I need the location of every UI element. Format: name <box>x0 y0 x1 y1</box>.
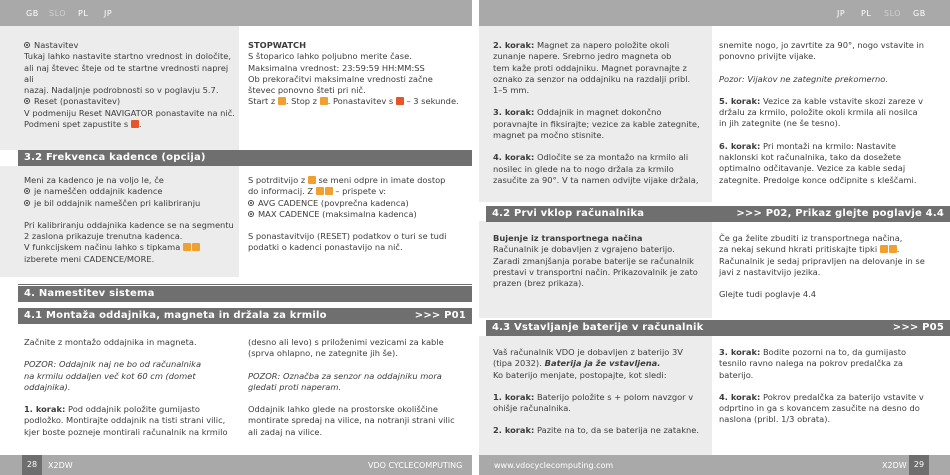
stopwatch-title: STOPWATCH <box>248 40 307 50</box>
cadence-text: do informacij. Z <box>248 186 314 197</box>
mount-line: (sprva ohlapno, ne zategnite jih še). <box>248 348 398 359</box>
cadence-line: podatki o kadenci ponastavijo na nič. <box>248 242 403 253</box>
figure-reference: >>> P02, Prikaz glejte poglavje 4.4 <box>736 208 944 219</box>
cadence-line: 2 zaslona prikazuje trenutna kadenca. <box>24 231 183 242</box>
up-key-icon <box>316 187 324 195</box>
battery-line: Pokrov predalčka za baterijo vstavite v <box>760 391 924 402</box>
first-on-line: prazen (brez prikaza). <box>493 278 584 289</box>
section-title: 3.2 Frekvenca kadence (opcija) <box>24 152 206 163</box>
mount-line: kjer boste pozneje montirali računalnik na krmilo <box>24 426 228 437</box>
c-key-icon <box>131 120 139 128</box>
mount-warning: na krmilu oddaljen več kot 60 cm (domet <box>24 370 196 381</box>
section-header-3-2 <box>18 150 472 166</box>
mount-warning: POZOR: Oddajnik naj ne bo od računalnika <box>24 359 202 370</box>
step-warning: Pozor: Vijakov ne zategnite prekomerno. <box>719 73 889 84</box>
top-bar-left <box>0 0 472 26</box>
cadence-line: V funkcijskem načinu lahko s tipkama <box>24 242 181 253</box>
battery-line: naslona (pribl. 1/3 obrata). <box>719 414 831 425</box>
battery-line: tesnilo ravno nalega na pokrov predalčka za <box>719 358 903 369</box>
battery-line: odprtino in ga s kovancem zasučite na desno do <box>719 403 920 414</box>
lang-gb: GB <box>26 9 39 18</box>
up-key-icon <box>183 243 191 251</box>
battery-line: baterijo. <box>719 369 754 380</box>
step-text: zasučite za 90°. V ta namen odvijte vijake držala, <box>493 174 699 185</box>
stopwatch-line: Maksimalna vrednost: 23:59:59 HH:MM:SS <box>248 62 425 73</box>
mount-warning: gledati proti naperam. <box>248 381 342 392</box>
first-on-line: Računalnik je sedaj pripravljen na delovanje in se <box>719 255 925 266</box>
footer-url[interactable]: www.vdocyclecomputing.com <box>494 461 614 470</box>
stopwatch-text: – 3 sekunde. <box>406 96 459 107</box>
battery-line: (tipa 2032). <box>493 358 542 369</box>
first-on-line: Če ga želite zbuditi iz transportnega načina, <box>719 233 903 243</box>
step-text: zategnite. Predolge konce odc̆ipnite s kleščami. <box>719 174 917 185</box>
footer-model: X2DW <box>48 461 73 470</box>
cadence-left-block <box>24 175 236 265</box>
step-text: zunanje napere. Srebrno jedro magneta ob <box>493 51 672 62</box>
battery-line: Vaš računalnik VDO je dobavljen z baterijo 3V <box>493 347 683 357</box>
stopwatch-line: Ob prekoračitvi maksimalne vrednosti začne <box>248 73 433 84</box>
step-text: poravnajte in fiksirajte; vezice za kable zategnite, <box>493 118 700 129</box>
step-text: držalu za krmilo, položite okoli krmila ali nosilca <box>719 107 918 118</box>
bullet-icon <box>24 98 30 104</box>
section-title: 4. Namestitev sistema <box>24 288 155 299</box>
bullet-icon <box>24 200 30 206</box>
section-header-4-3 <box>486 320 950 336</box>
first-on-line: javi z nastavitvijo jezika. <box>719 266 821 277</box>
step-text: naklonski kot računalnika, tako da dosežete <box>719 152 902 163</box>
first-on-line: za nekaj sekund hkrati pritiskajte tipki <box>719 244 878 255</box>
stopwatch-text: . Stop z <box>285 96 318 107</box>
lang-slo: SLO <box>884 9 902 18</box>
subsection-title: Bujenje iz transportnega načina <box>493 233 643 243</box>
lang-slo: SLO <box>49 9 67 18</box>
step-text: snemite nogo, jo zavrtite za 90°, nogo vstavite in <box>719 40 925 50</box>
down-key-icon <box>325 187 333 195</box>
m-key-icon <box>320 97 328 105</box>
battery-line: Ko baterijo menjate, postopajte, kot sledi: <box>493 369 667 380</box>
cadence-line: je nameščen oddajnik kadence <box>34 186 163 197</box>
section-header-4-2 <box>486 206 950 222</box>
down-key-icon <box>889 245 897 253</box>
first-on-right-block: Če ga želite zbuditi iz transportnega načina, za nekaj sekund hkrati pritiskajte tipki . Računalnik je sedaj pripravljen na delovanje in se javi z nastavitvijo jezika. Glejte tudi poglavje 4.4 <box>719 233 945 300</box>
step-text: tem kaže proti oddajniku. Magnet poravnajte z <box>493 62 687 73</box>
m-key-icon <box>308 176 316 184</box>
cadence-line: je bil oddajnik nameščen pri kalibriranju <box>34 197 201 208</box>
first-on-line: Zaradi zmanjšanja porabe baterije se računalnik <box>493 255 694 266</box>
step-text: Vezice za kable vstavite skozi zareze v <box>760 95 923 106</box>
step-label: 2. korak: <box>493 425 535 436</box>
step-label: 4. korak: <box>719 391 761 402</box>
figure-reference: >>> P05 <box>892 322 944 333</box>
bullet-icon <box>248 211 254 217</box>
cadence-text: S potrditvijo z <box>248 175 306 185</box>
footer-right <box>479 455 950 475</box>
cadence-text: – prispete v: <box>335 186 387 197</box>
section-title: 4.3 Vstavljanje baterije v računalnik <box>492 322 704 333</box>
lang-pl: PL <box>861 9 872 18</box>
cadence-line: S ponastavitvijo (RESET) podatkov o turi se tudi <box>248 231 447 242</box>
mount-right-block <box>248 337 470 438</box>
step-text: oznako za senzor na oddajniku na razdalji pribl. <box>493 73 691 84</box>
stopwatch-line: S štoparico lahko poljubno merite čase. <box>248 51 412 62</box>
section-title: 4.2 Prvi vklop računalnika <box>492 208 645 219</box>
up-key-icon <box>880 245 888 253</box>
intro-line: Tukaj lahko nastavite startno vrednost in določite, <box>24 51 231 62</box>
stopwatch-block <box>248 40 470 108</box>
cadence-right-block <box>248 175 470 254</box>
mount-line: ali zadaj na vilice. <box>248 426 323 437</box>
intro-line: Reset (ponastavitev) <box>34 96 121 107</box>
battery-line: Bodite pozorni na to, da gumijasto <box>760 347 907 357</box>
mount-line: Oddajnik lahko glede na prostorske okoliščine <box>248 404 439 415</box>
step-text: nosilec in glede na to nogo držala za krmilo <box>493 163 674 174</box>
battery-left-block <box>493 347 709 437</box>
down-key-icon <box>192 243 200 251</box>
bullet-icon <box>248 200 254 206</box>
step-text: in jih zategnite (ne še tesno). <box>719 118 841 129</box>
section-title: 4.1 Montaža oddajnika, magneta in držala za krmilo <box>24 310 327 321</box>
step-label: 3. korak: <box>719 347 761 357</box>
footer-model: X2DW <box>882 461 907 470</box>
step-text: Pri montaži na krmilo: Nastavite <box>760 140 897 151</box>
bullet-icon <box>24 188 30 194</box>
battery-line: Baterijo položite s + polom navzgor v <box>534 391 694 402</box>
intro-line: ali naj števec šteje od te startne vrednosti naprej ali <box>24 62 229 84</box>
page-gutter <box>472 0 479 475</box>
step-text: magnet pa močno stisnite. <box>493 130 605 141</box>
battery-emphasis: Baterija ja že vstavljena. <box>541 358 661 369</box>
stopwatch-text: Start z <box>248 96 276 107</box>
section-header-4-1 <box>18 308 472 324</box>
lang-jp: JP <box>837 9 846 18</box>
first-on-line: Računalnik je dobavljen z vgrajeno baterijo. <box>493 244 675 255</box>
step-label: 3. korak: <box>493 107 535 118</box>
footer-left <box>0 455 472 475</box>
cadence-text: se meni odpre in imate dostop <box>318 175 446 185</box>
bullet-icon <box>24 42 30 48</box>
cadence-line: AVG CADENCE (povprečna kadenca) <box>258 197 409 208</box>
section-header-4 <box>18 286 472 302</box>
battery-right-block <box>719 347 945 426</box>
mount-warning: oddajnika). <box>24 381 71 392</box>
step-text: optimalno odčitavanje. Vezice za kable sedaj <box>719 163 906 174</box>
mount-line: podložko. Montirajte oddajnik na tisti strani vilic, <box>24 415 226 426</box>
lang-gb: GB <box>913 9 926 18</box>
mount-line: Začnite z montažo oddajnika in magneta. <box>24 337 197 347</box>
first-on-left-block <box>493 233 709 289</box>
lang-jp: JP <box>104 9 113 18</box>
first-on-line: Glejte tudi poglavje 4.4 <box>719 289 817 300</box>
step-text: Oddajnik in magnet dokončno <box>534 107 662 118</box>
cadence-line: izberete meni CADENCE/MORE. <box>24 253 155 264</box>
cadence-line: Meni za kadenco je na voljo le, če <box>24 175 164 185</box>
intro-line: Nastavitev <box>34 40 79 50</box>
cadence-line: MAX CADENCE (maksimalna kadenca) <box>258 208 417 219</box>
step-text: Odločite se za montažo na krmilo ali <box>534 152 689 163</box>
figure-reference: >>> P01 <box>414 310 466 321</box>
step-label: 2. korak: <box>493 40 535 50</box>
step-text: Magnet za napero položite okoli <box>534 40 670 50</box>
battery-line: ohišje računalnika. <box>493 403 571 414</box>
first-on-line: prestavi v transportni način. Prikazovalnik je zato <box>493 266 698 277</box>
intro-block: Nastavitev Tukaj lahko nastavite startno vrednost in določite, ali naj števec šteje od te startne vrednosti naprej ali nazaj. Nadaljnje podrobnosti so v poglavju 5.7. Reset (ponastavitev) V podmeniju Reset NAVIGATOR ponastavite na nič. Podmeni spet zapustite s . <box>24 40 235 130</box>
c-key-icon <box>396 97 404 105</box>
intro-line: V podmeniju Reset NAVIGATOR ponastavite na nič. <box>24 107 235 118</box>
step-label: 6. korak: <box>719 140 761 151</box>
mount-line: (desno ali levo) s priloženimi vezicami za kable <box>248 337 444 347</box>
step-label: 5. korak: <box>719 95 761 106</box>
step-label: 4. korak: <box>493 152 535 163</box>
cadence-line: Pri kalibriranju oddajnika kadence se na segmentu <box>24 219 234 230</box>
intro-line: Podmeni spet zapustite s <box>24 119 129 130</box>
m-key-icon <box>278 97 286 105</box>
top-bar-right <box>479 0 950 26</box>
divider <box>18 284 472 285</box>
stopwatch-line: števec ponovno šteti pri nič. <box>248 85 366 96</box>
intro-line: nazaj. Nadaljnje podrobnosti so v poglavju 5.7. <box>24 85 219 96</box>
mount-left-block <box>24 337 236 438</box>
battery-line: Pazite na to, da se baterija ne zatakne. <box>534 425 700 436</box>
step-label: 1. korak: <box>24 404 66 415</box>
step-text: ponovno privijte vijake. <box>719 51 816 62</box>
footer-brand: VDO CYCLECOMPUTING <box>368 461 463 470</box>
lang-pl: PL <box>78 9 89 18</box>
page-number: 28 <box>22 455 42 475</box>
mount-line: Pod oddajnik položite gumijasto <box>65 404 201 415</box>
stopwatch-text: . Ponastavitev s <box>327 96 394 107</box>
steps-left-block <box>493 40 709 186</box>
steps-right-block <box>719 40 945 186</box>
mount-warning: POZOR: Označba za senzor na oddajniku mora <box>248 370 442 381</box>
mount-line: montirate spredaj na vilice, na notranji strani vilic <box>248 415 455 426</box>
step-text: 1–5 mm. <box>493 85 530 96</box>
page-number: 29 <box>909 455 929 475</box>
step-label: 1. korak: <box>493 391 535 402</box>
